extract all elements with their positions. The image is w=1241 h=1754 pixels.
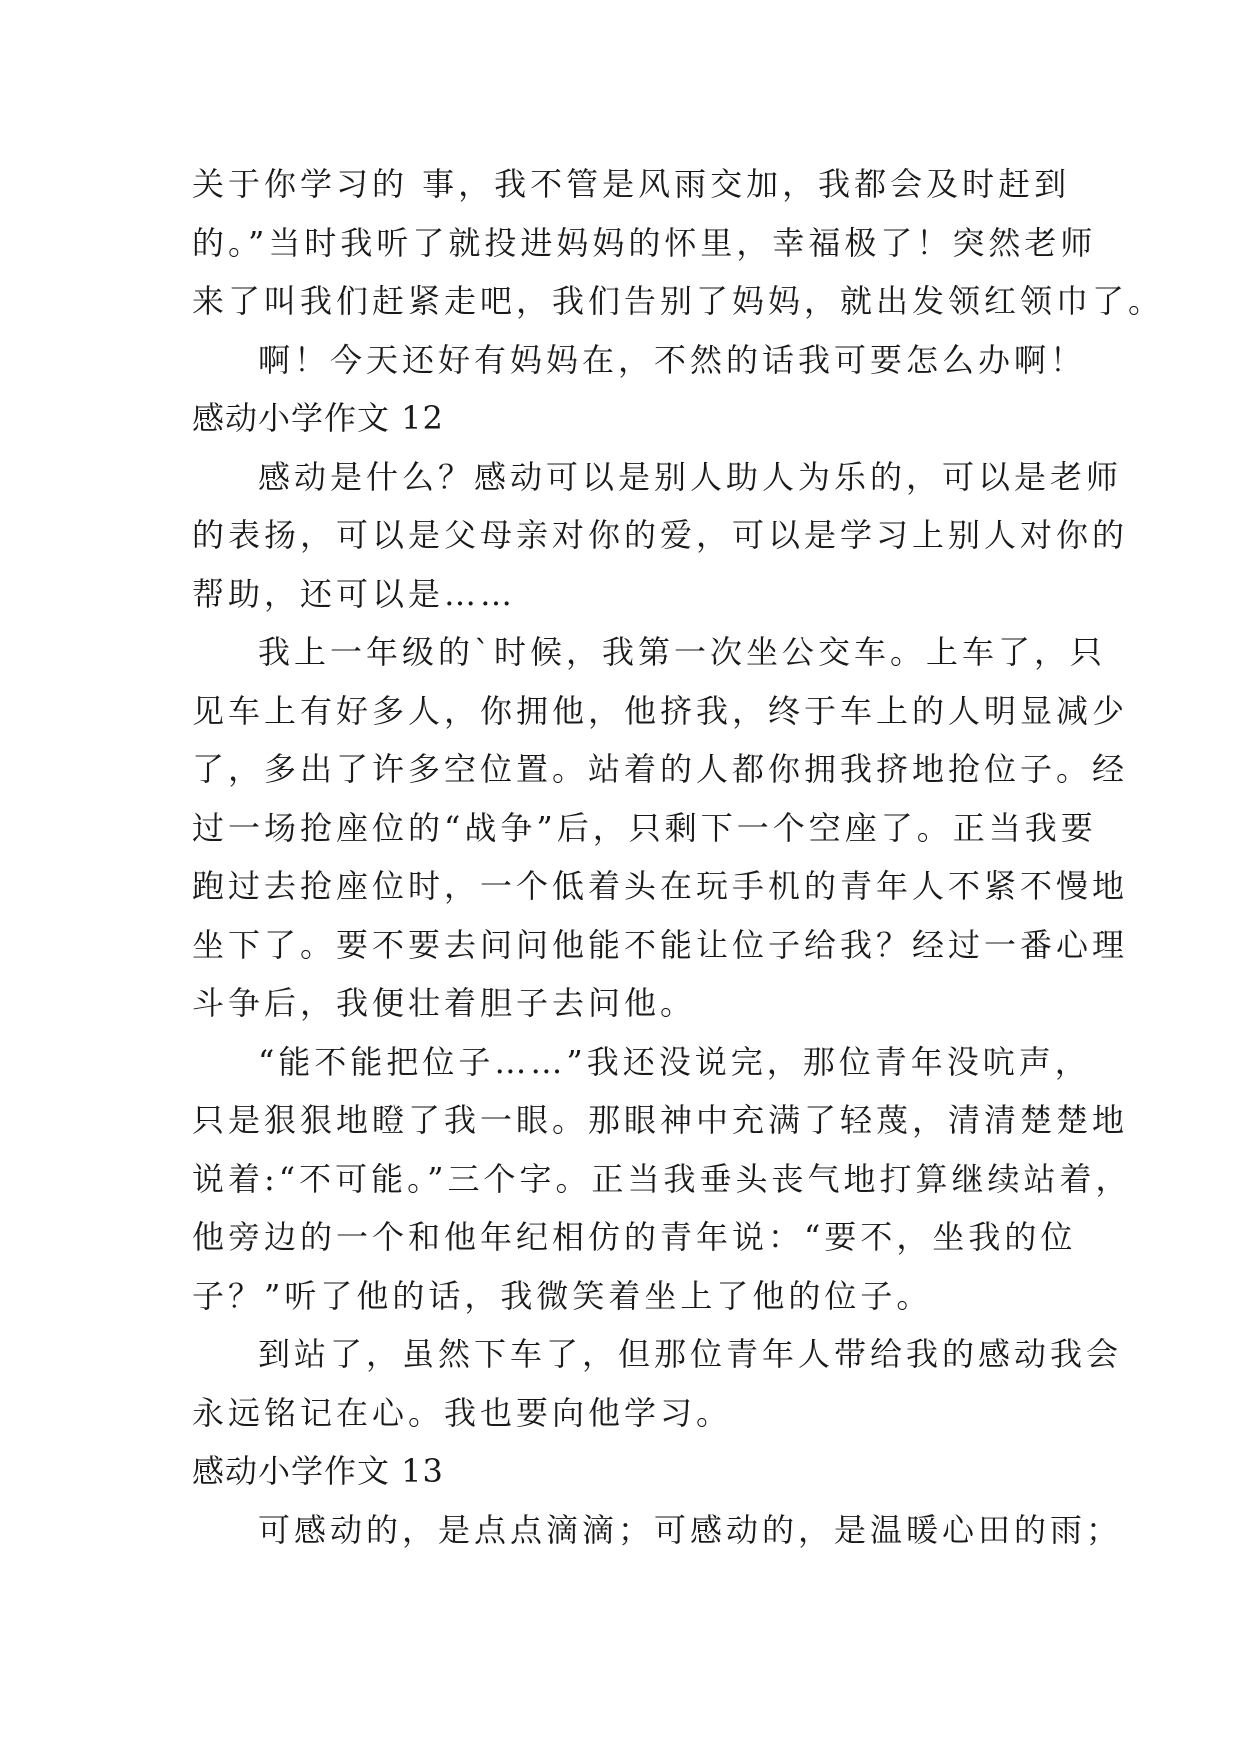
text-line: 关于你学习的 事，我不管是风雨交加，我都会及时赶到 [192, 165, 1071, 203]
paragraph-start-line: 我上一年级的`时候，我第一次坐公交车。上车了，只 [258, 633, 1107, 671]
paragraph-start-line: “能不能把位子……”我还没说完，那位青年没吭声， [258, 1042, 1091, 1081]
text-line: 子？”听了他的话，我微笑着坐上了他的位子。 [192, 1276, 933, 1315]
text-line: 坐下了。要不要去问问他能不能让位子给我？经过一番心理 [192, 925, 1129, 964]
text-line: 说着:“不可能。”三个字。正当我垂头丧气地打算继续站着， [192, 1159, 1132, 1198]
paragraph-start-line: 感动是什么？感动可以是别人助人为乐的，可以是老师 [258, 457, 1123, 496]
text-line: 的。”当时我听了就投进妈妈的怀里，幸福极了！突然老师 [192, 223, 1097, 262]
document-body [192, 155, 1165, 1559]
text-line: 来了叫我们赶紧走吧，我们告别了妈妈，就出发领红领巾了。 [192, 282, 1165, 320]
text-line: 跑过去抢座位时，一个低着头在玩手机的青年人不紧不慢地 [192, 867, 1129, 905]
text-line: 帮助，还可以是…… [192, 574, 517, 613]
paragraph-start-line: 啊！今天还好有妈妈在，不然的话我可要怎么办啊！ [258, 340, 1087, 379]
paragraph-start-line: 可感动的，是点点滴滴；可感动的，是温暖心田的雨； [258, 1510, 1123, 1549]
text-line: 了，多出了许多空位置。站着的人都你拥我挤地抢位子。经 [192, 750, 1129, 788]
section-heading: 感动小学作文 13 [192, 1452, 444, 1490]
text-line: 他旁边的一个和他年纪相仿的青年说：“要不，坐我的位 [192, 1218, 1077, 1256]
text-line: 见车上有好多人，你拥他，他挤我，终于车上的人明显减少 [192, 691, 1129, 730]
section-heading: 感动小学作文 12 [192, 399, 444, 437]
text-line: 只是狠狠地瞪了我一眼。那眼神中充满了轻蔑，清清楚楚地 [192, 1101, 1129, 1139]
text-line: 永远铭记在心。我也要向他学习。 [192, 1393, 733, 1432]
paragraph-start-line: 到站了，虽然下车了，但那位青年人带给我的感动我会 [258, 1335, 1123, 1373]
text-line: 过一场抢座位的“战争”后，只剩下一个空座了。正当我要 [192, 808, 1097, 847]
text-line: 的表扬，可以是父母亲对你的爱，可以是学习上别人对你的 [192, 516, 1129, 554]
text-line: 斗争后，我便壮着胆子去问他。 [192, 984, 697, 1022]
